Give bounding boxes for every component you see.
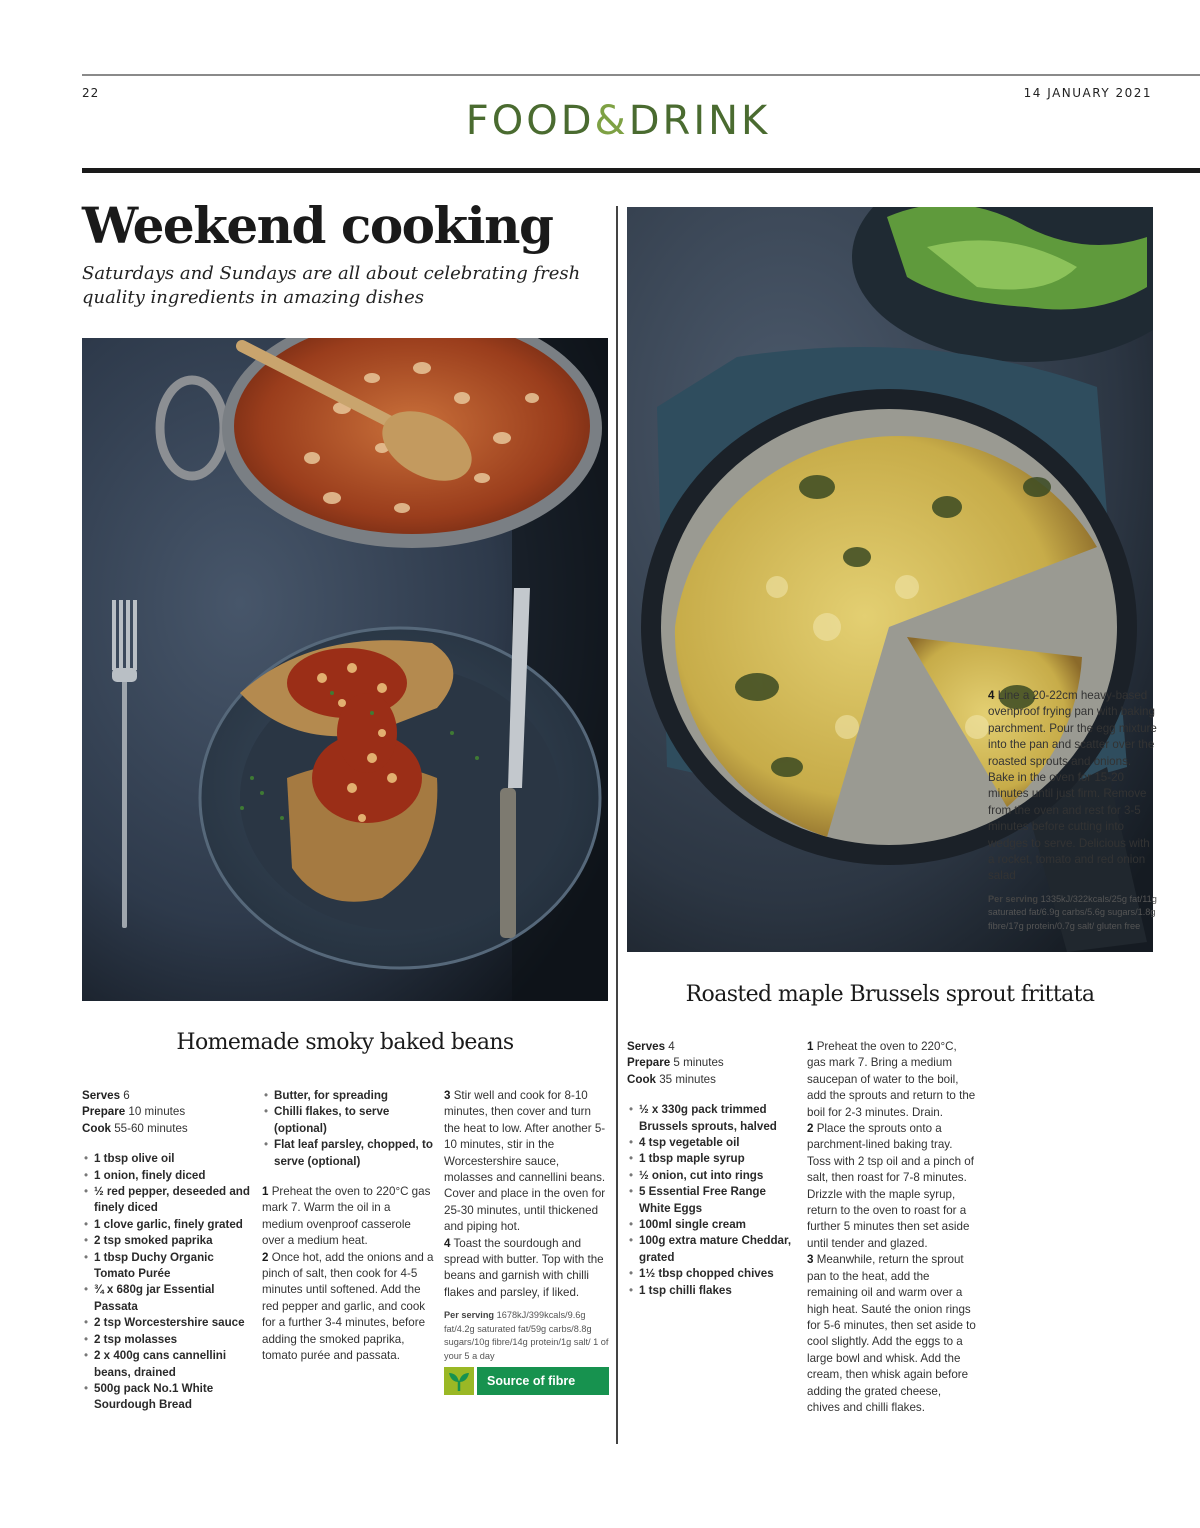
frittata-method-part-1 [807,1039,977,1416]
ingredient-item: • Butter, for spreading [262,1088,434,1104]
frittata-prepare: Prepare 5 minutes [627,1056,724,1070]
beans-nutrition: Per serving 1678kJ/399kcals/9.6g fat/4.2g saturated fat/59g carbs/8.8g sugars/10g fibre/14g protein/1g salt/ 1 of your 5 a day [444,1310,609,1361]
ingredient-item: • Chilli flakes, to serve (optional) [262,1104,434,1137]
beans-photo-illustration [82,338,608,1001]
top-rule [82,74,1200,76]
recipe-title-beans: Homemade smoky baked beans [176,1030,514,1055]
recipe-title-frittata: Roasted maple Brussels sprout frittata [685,982,1095,1007]
article-headline: Weekend cooking [82,196,553,255]
beans-method-part-1 [262,1184,434,1364]
beans-cook: Cook 55-60 minutes [82,1121,188,1135]
method-step: 2 Place the sprouts onto a parchment-lined baking tray. Toss with 2 tsp oil and a pinch of salt, then roast for 7-8 minutes. Drizzle with the maple syrup, return to the oven to roast for a further 5 minutes then set aside until tender and glazed. [807,1122,974,1250]
method-step: 3 Meanwhile, return the sprout pan to the heat, add the remaining oil and warm over a high heat. Sauté the onion rings for 5-6 minutes, then set aside to cool slightly. Add the eggs to a large bowl and whisk. Add the cream, then whisk again before adding the grated cheese, chives and chilli flakes. [807,1253,976,1414]
section-rule [82,168,1200,173]
article-standfirst: Saturdays and Sundays are all about celebrating fresh quality ingredients in amazing dishes [82,263,581,308]
frittata-method-part-2 [988,688,1158,885]
ingredient-item: • 5 Essential Free Range White Eggs [627,1184,797,1217]
ingredient-item: • 100ml single cream [627,1217,797,1233]
ingredient-item: • 2 tsp molasses [82,1332,254,1348]
ingredient-item: • ½ red pepper, deseeded and finely diced [82,1184,254,1217]
badge-label: Source of fibre [477,1367,609,1395]
method-step: 4 Toast the sourdough and spread with butter. Top with the beans and garnish with chilli flakes and parsley, if liked. [444,1236,604,1299]
beans-column-3 [444,1088,610,1395]
method-step: 4 Line a 20-22cm heavy-based ovenproof frying pan with baking parchment. Pour the egg mixture into the pan and scatter over the roasted sprouts and onions. Bake in the oven for 15-20 minutes until just firm. Remove from the oven and rest for 3-5 minutes before cutting into wedges to serve. Delicious with a rocket, tomato and red onion salad [988,689,1157,883]
ingredient-item: • 1 clove garlic, finely grated [82,1217,254,1233]
ingredient-item: • 1½ tbsp chopped chives [627,1266,797,1282]
section-title [0,98,1200,144]
ingredient-item: • 500g pack No.1 White Sourdough Bread [82,1381,254,1414]
ingredient-item: • 4 tsp vegetable oil [627,1135,797,1151]
ingredient-item: • ½ x 330g pack trimmed Brussels sprouts, halved [627,1102,797,1135]
issue-date: 14 JANUARY 2021 [1023,86,1152,100]
ingredient-item: • 1 tbsp maple syrup [627,1151,797,1167]
method-step: 1 Preheat the oven to 220°C, gas mark 7. Bring a medium saucepan of water to the boil, add the sprouts and return to the boil for 2-3 minutes. Drain. [807,1040,976,1119]
section-title-drink: DRINK [628,98,771,144]
ingredient-item: • 2 tsp smoked paprika [82,1233,254,1249]
section-title-food: FOOD [465,98,595,144]
frittata-ingredients-column [627,1039,797,1299]
beans-ingredient-list [82,1151,254,1414]
section-title-ampersand: & [594,98,629,144]
ingredient-item: • Flat leaf parsley, chopped, to serve (optional) [262,1137,434,1170]
ingredient-item: • 2 tsp Worcestershire sauce [82,1315,254,1331]
ingredient-item: • ½ onion, cut into rings [627,1168,797,1184]
frittata-cook: Cook 35 minutes [627,1072,716,1086]
ingredient-item: • ¾ x 680g jar Essential Passata [82,1282,254,1315]
frittata-ingredient-list [627,1102,797,1299]
frittata-method-column-1 [807,1039,977,1416]
method-step: 3 Stir well and cook for 8-10 minutes, then cover and turn the heat to low. After another 5-10 minutes, stir in the Worcestershire sauce, molasses and cannellini beans. Cover and place in the oven for 25-30 minutes, until thickened and piping hot. [444,1089,606,1234]
beans-ingredient-list-continued [262,1088,434,1170]
ingredient-item: • 1 tbsp olive oil [82,1151,254,1167]
ingredient-item: • 1 tsp chilli flakes [627,1283,797,1299]
method-step: 1 Preheat the oven to 220°C gas mark 7. Warm the oil in a medium ovenproof casserole over a medium heat. [262,1185,431,1248]
ingredient-item: • 1 onion, finely diced [82,1168,254,1184]
beans-column-2 [262,1088,434,1365]
method-step: 2 Once hot, add the onions and a pinch of salt, then cook for 4-5 minutes until softened. Add the red pepper and garlic, and cook for a further 3-4 minutes, before adding the smoked paprika, tomato purée and passata. [262,1250,434,1363]
source-of-fibre-badge [444,1367,609,1395]
sprout-icon [444,1367,474,1395]
ingredient-item: • 100g extra mature Cheddar, grated [627,1233,797,1266]
beans-photo [82,338,608,1001]
frittata-serves: Serves 4 [627,1040,675,1053]
beans-serves: Serves 6 [82,1089,130,1102]
frittata-nutrition: Per serving 1335kJ/322kcals/25g fat/11g saturated fat/6.9g carbs/5.6g sugars/1.8g fibre/17g protein/0.7g salt/ gluten free [988,893,1157,931]
ingredient-item: • 1 tbsp Duchy Organic Tomato Purée [82,1250,254,1283]
beans-prepare: Prepare 10 minutes [82,1105,186,1119]
beans-ingredients-column-1 [82,1088,254,1414]
beans-method-part-2 [444,1088,610,1301]
column-divider [616,206,618,1444]
page-number: 22 [82,86,100,100]
ingredient-item: • 2 x 400g cans cannellini beans, drained [82,1348,254,1381]
